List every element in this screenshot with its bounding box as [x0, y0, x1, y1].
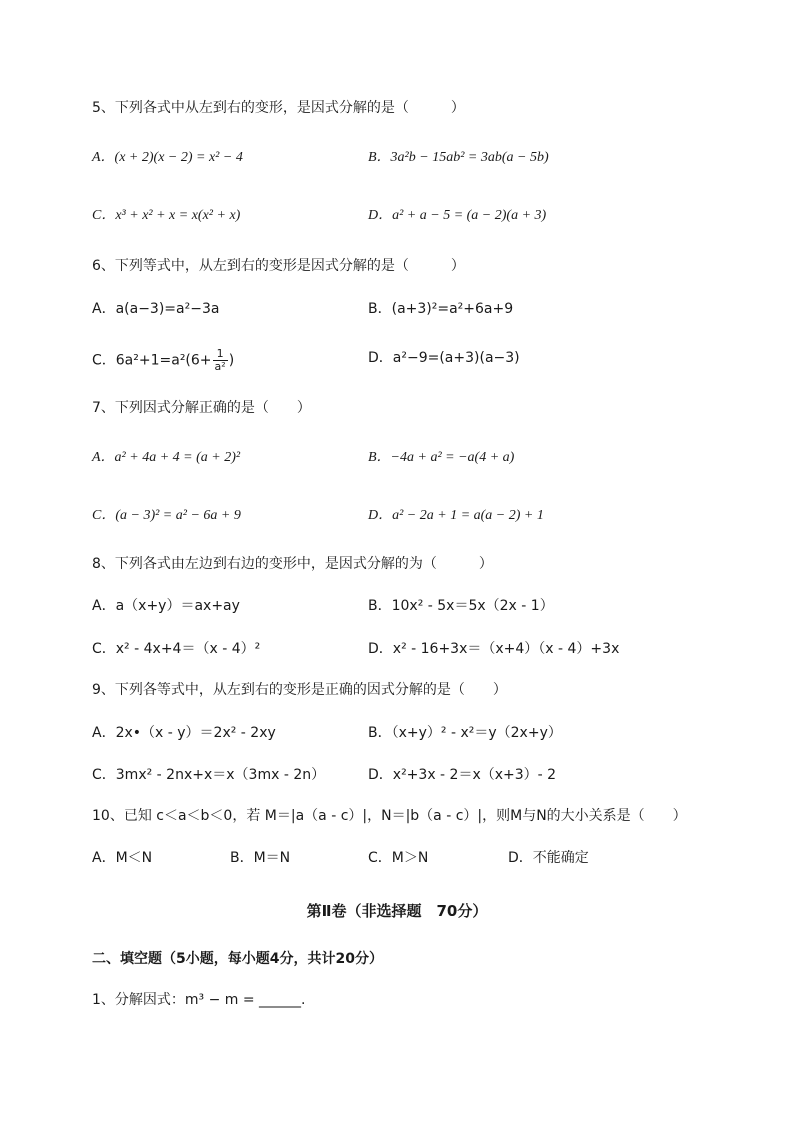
question-5-option-b: B．3a²b − 15ab² = 3ab(a − 5b): [368, 150, 549, 165]
question-10-option-d: D．不能确定: [508, 850, 589, 866]
question-9-option-c: C．3mx² ‑ 2nx+x＝x（3mx ‑ 2n）: [92, 767, 326, 783]
fraction: [213, 348, 228, 373]
question-5-option-d: D．a² + a − 5 = (a − 2)(a + 3): [368, 208, 547, 223]
question-6-option-b: B．(a+3)²=a²+6a+9: [368, 301, 514, 317]
question-8-option-d: D．x² ‑ 16+3x＝（x+4）（x ‑ 4）+3x: [368, 641, 620, 657]
question-9-stem: 9、下列各等式中，从左到右的变形是正确的因式分解的是（ ）: [92, 682, 507, 698]
section-2-title: 二、填空题（5小题，每小题4分，共计20分）: [92, 951, 383, 967]
question-10-option-a: A．M＜N: [92, 850, 153, 866]
question-7-stem: 7、下列因式分解正确的是（ ）: [92, 400, 311, 416]
question-6-stem: 6、下列等式中，从左到右的变形是因式分解的是（ ）: [92, 258, 465, 274]
question-6-option-a: A．a(a−3)=a²−3a: [92, 301, 220, 317]
question-9-option-d: D．x²+3x ‑ 2＝x（x+3）‑ 2: [368, 767, 557, 783]
question-7-option-d: D．a² − 2a + 1 = a(a − 2) + 1: [368, 508, 544, 523]
question-10-option-c: C．M＞N: [368, 850, 429, 866]
question-7-option-a: A．a² + 4a + 4 = (a + 2)²: [92, 450, 241, 465]
question-10-stem: 10、已知 c＜a＜b＜0，若 M＝|a（a ‑ c）|，N＝|b（a ‑ c）|，则M与N的大小关系是（ ）: [92, 808, 687, 824]
question-5-stem: 5、下列各式中从左到右的变形，是因式分解的是（ ）: [92, 100, 465, 116]
question-5-option-c: C．x³ + x² + x = x(x² + x): [92, 208, 241, 223]
question-6-option-d: D．a²−9=(a+3)(a−3): [368, 350, 520, 366]
question-6-option-c-suffix: ): [228, 352, 235, 369]
question-5-option-a: A．(x + 2)(x − 2) = x² − 4: [92, 150, 243, 165]
question-7-option-b: B．−4a + a² = −a(4 + a): [368, 450, 515, 465]
fraction-denominator: a²: [214, 360, 226, 373]
part-2-title: 第Ⅱ卷（非选择题 70分）: [306, 902, 488, 920]
question-6-option-c: [92, 348, 234, 373]
question-7-option-c: C．(a − 3)² = a² − 6a + 9: [92, 508, 241, 523]
fill-question-1: 1、分解因式：m³ − m = ______.: [92, 992, 306, 1008]
question-9-option-b: B．（x+y）² ‑ x²＝y（2x+y）: [368, 725, 562, 741]
fraction-numerator: 1: [213, 348, 228, 361]
question-6-option-c-prefix: C．6a²+1=a²(6+: [92, 352, 212, 369]
question-8-option-c: C．x² ‑ 4x+4＝（x ‑ 4）²: [92, 641, 261, 657]
question-10-option-b: B．M＝N: [230, 850, 291, 866]
question-8-option-b: B．10x² ‑ 5x＝5x（2x ‑ 1）: [368, 598, 554, 614]
question-8-option-a: A．a（x+y）＝ax+ay: [92, 598, 240, 614]
question-9-option-a: A．2x•（x ‑ y）＝2x² ‑ 2xy: [92, 725, 276, 741]
question-8-stem: 8、下列各式由左边到右边的变形中，是因式分解的为（ ）: [92, 556, 493, 572]
